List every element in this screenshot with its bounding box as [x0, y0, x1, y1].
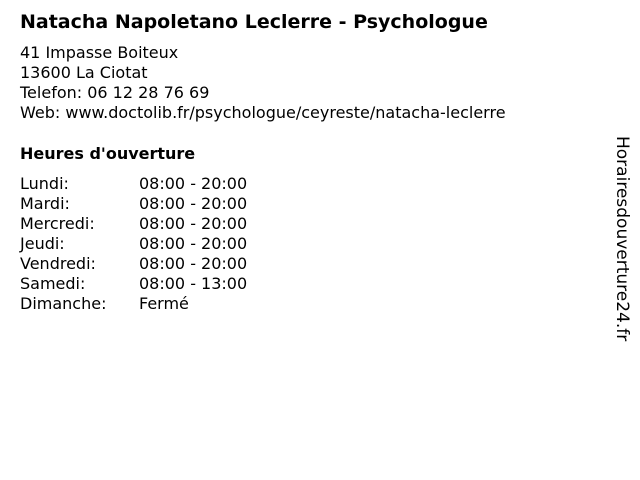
page-title: Natacha Napoletano Leclerre - Psychologue [20, 11, 488, 33]
time-value: 08:00 - 20:00 [139, 234, 248, 253]
time-value: 08:00 - 20:00 [139, 174, 248, 193]
day-label: Lundi: [20, 174, 69, 193]
time-value: 08:00 - 20:00 [139, 254, 248, 273]
website-url: Web: www.doctolib.fr/psychologue/ceyreste/natacha-leclerre [20, 103, 506, 122]
time-value: 08:00 - 13:00 [139, 274, 248, 293]
day-label: Vendredi: [20, 254, 96, 273]
day-label: Dimanche: [20, 294, 107, 313]
time-value: 08:00 - 20:00 [139, 214, 248, 233]
city-address: 13600 La Ciotat [20, 63, 148, 82]
site-watermark: Horairesdouverture24.fr [612, 136, 632, 342]
street-address: 41 Impasse Boiteux [20, 43, 179, 62]
day-label: Jeudi: [20, 234, 65, 253]
day-label: Mardi: [20, 194, 70, 213]
day-label: Mercredi: [20, 214, 95, 233]
phone-number: Telefon: 06 12 28 76 69 [20, 83, 210, 102]
day-label: Samedi: [20, 274, 86, 293]
contact-block [20, 43, 506, 123]
time-value: 08:00 - 20:00 [139, 194, 248, 213]
time-value: Fermé [139, 294, 189, 313]
hours-heading: Heures d'ouverture [20, 144, 196, 163]
